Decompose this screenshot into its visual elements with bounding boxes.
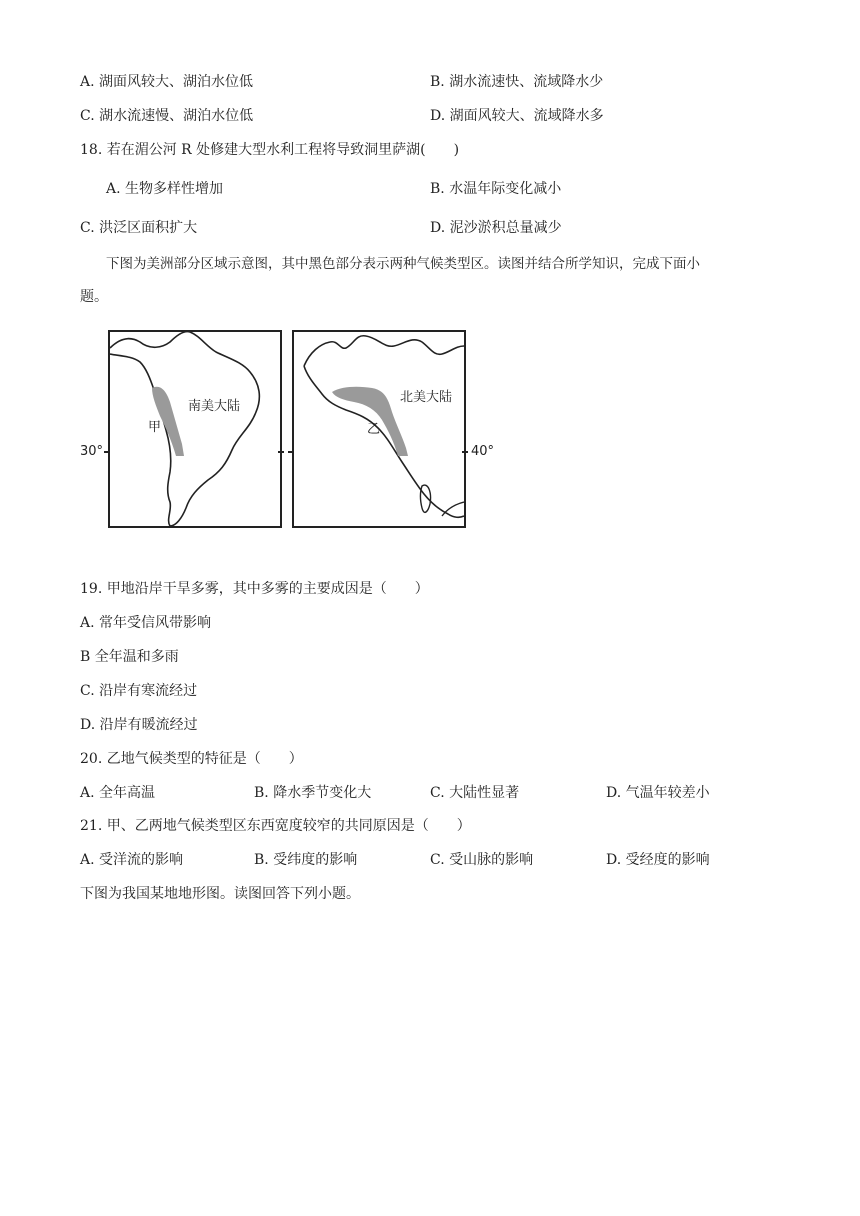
latitude-30-tick-right: [278, 451, 284, 453]
q19-stem: 19. 甲地沿岸干旱多雾，其中多雾的主要成因是（ ）: [80, 581, 429, 597]
q21-option-c: C. 受山脉的影响: [430, 852, 534, 868]
gulf-coast-line: [442, 502, 464, 516]
south-america-map: [108, 330, 282, 528]
latitude-40-tick-right: [462, 451, 468, 453]
latitude-40-label: 40°: [471, 444, 495, 459]
south-america-coastline: [110, 332, 259, 526]
latitude-30-tick-left: [104, 451, 110, 453]
q21-option-b: B. 受纬度的影响: [254, 852, 358, 868]
q18-option-b: B. 水温年际变化减小: [430, 181, 562, 197]
q20-option-d: D. 气温年较差小: [606, 785, 710, 801]
latitude-40-tick-left: [288, 451, 294, 453]
region-yi-label: 乙: [367, 422, 381, 437]
q17-option-a: A. 湖面风较大、湖泊水位低: [80, 74, 254, 90]
q21-option-d: D. 受经度的影响: [606, 852, 710, 868]
region-jia-label: 甲: [148, 420, 162, 435]
q18-option-c: C. 洪泛区面积扩大: [80, 220, 198, 236]
q19-option-c: C. 沿岸有寒流经过: [80, 683, 198, 699]
latitude-30-label: 30°: [80, 444, 104, 459]
north-america-label: 北美大陆: [400, 390, 453, 405]
q18-option-a: A. 生物多样性增加: [106, 181, 224, 197]
q20-option-b: B. 降水季节变化大: [254, 785, 372, 801]
q17-option-c: C. 湖水流速慢、湖泊水位低: [80, 108, 254, 124]
q20-stem: 20. 乙地气候类型的特征是（ ）: [80, 751, 303, 767]
north-america-northern-coast: [304, 336, 464, 366]
americas-intro-line2: 题。: [80, 289, 108, 305]
q21-stem: 21. 甲、乙两地气候类型区东西宽度较窄的共同原因是（ ）: [80, 818, 471, 834]
q19-option-d: D. 沿岸有暖流经过: [80, 717, 198, 733]
south-america-label: 南美大陆: [188, 399, 241, 414]
q17-option-d: D. 湖面风较大、流域降水多: [430, 108, 604, 124]
q21-option-a: A. 受洋流的影响: [80, 852, 184, 868]
q17-option-b: B. 湖水流速快、流域降水少: [430, 74, 604, 90]
q19-option-b: B 全年温和多雨: [80, 649, 179, 665]
q20-option-a: A. 全年高温: [80, 785, 156, 801]
q18-option-d: D. 泥沙淤积总量减少: [430, 220, 562, 236]
q19-option-a: A. 常年受信风带影响: [80, 615, 212, 631]
q20-option-c: C. 大陆性显著: [430, 785, 520, 801]
americas-intro-line1: 下图为美洲部分区域示意图，其中黑色部分表示两种气候类型区。读图并结合所学知识，完成下面小: [106, 256, 700, 272]
q18-stem: 18. 若在湄公河 R 处修建大型水利工程将导致洞里萨湖( ): [80, 142, 460, 158]
terrain-intro: 下图为我国某地地形图。读图回答下列小题。: [80, 886, 360, 902]
